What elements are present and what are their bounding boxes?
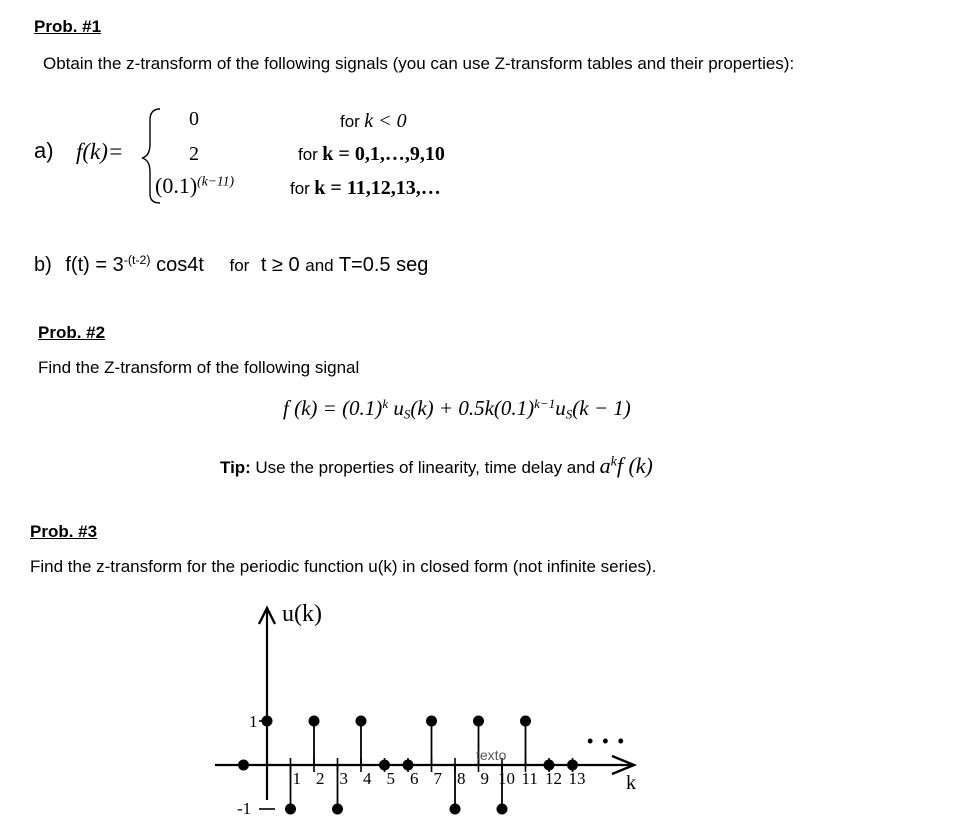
case3-cond: k = 11,12,13,… — [314, 177, 441, 199]
prob2-tip — [220, 453, 653, 479]
stem-marker-k11 — [520, 716, 531, 727]
x-tick-label-11: 11 — [521, 769, 538, 788]
eq-u1: u — [393, 396, 404, 420]
tip-label: Tip: — [220, 458, 251, 477]
stem-marker-k4 — [356, 716, 367, 727]
case2-condition — [298, 143, 445, 166]
case2-cond: k = 0,1,…,9,10 — [322, 143, 445, 165]
tip-k: k — [610, 454, 617, 470]
x-tick-label-13: 13 — [568, 769, 586, 788]
tip-text: Use the properties of linearity, time delay and — [255, 458, 596, 477]
stray-text-label: texto — [476, 747, 507, 763]
part-b-expr-tail: cos4t — [156, 254, 204, 276]
stem-marker-k9 — [473, 716, 484, 727]
stem-marker-k3 — [332, 804, 343, 815]
stem-marker-k1 — [285, 804, 296, 815]
part-b-and: and — [305, 256, 334, 275]
stem-marker-k8 — [450, 804, 461, 815]
case1-for: for — [340, 112, 360, 131]
x-tick-label-6: 6 — [410, 769, 419, 788]
eq-mid: (k) + 0.5k(0.1) — [410, 396, 535, 420]
x-axis-label: k — [626, 772, 636, 794]
part-a-lhs: f(k)= — [76, 139, 124, 164]
stem-marker-k10 — [497, 804, 508, 815]
plot-title: u(k) — [282, 601, 322, 627]
eq-u2: u — [555, 396, 566, 420]
x-tick-label-7: 7 — [433, 769, 442, 788]
x-tick-label-1: 1 — [292, 769, 301, 788]
prob1-instruction: Obtain the z-transform of the following signals (you can use Z-transform tables and their properties): — [43, 54, 795, 73]
eq-s1: S — [403, 406, 411, 422]
y-tick-label-neg1: -1 — [237, 799, 252, 818]
part-b-for: for — [229, 256, 250, 275]
y-tick-label-1: 1 — [249, 712, 258, 731]
part-b-t-cond: t ≥ 0 — [260, 254, 300, 276]
case2-for: for — [298, 145, 318, 164]
x-tick-label-2: 2 — [316, 769, 325, 788]
x-tick-label-9: 9 — [480, 769, 489, 788]
x-tick-label-3: 3 — [339, 769, 348, 788]
tip-a: a — [599, 453, 611, 478]
x-tick-label-8: 8 — [457, 769, 466, 788]
x-tick-label-4: 4 — [363, 769, 372, 788]
eq-exp2: k−1 — [534, 395, 556, 411]
x-tick-label-5: 5 — [386, 769, 395, 788]
prob2-heading: Prob. #2 — [38, 323, 106, 342]
part-b-T-cond: T=0.5 seg — [338, 254, 429, 276]
stem-marker-k0 — [262, 716, 273, 727]
part-b-expr-exponent: -(t-2) — [123, 253, 151, 268]
case3-condition — [290, 177, 441, 200]
eq-s2: S — [565, 406, 573, 422]
case1-condition — [340, 110, 407, 133]
part-a-label: a) — [34, 138, 54, 163]
uk-stem-plot — [0, 590, 975, 834]
eq-exp1: k — [382, 395, 389, 411]
stem-marker-k-1 — [238, 760, 249, 771]
prob3-instruction: Find the z-transform for the periodic function u(k) in closed form (not infinite series). — [30, 557, 657, 576]
case3-exponent: (k−11) — [197, 173, 235, 189]
eq-end: (k − 1) — [572, 396, 631, 420]
prob1-part-b — [34, 254, 428, 277]
prob1-heading: Prob. #1 — [34, 17, 102, 36]
case3-value — [155, 173, 234, 199]
case1-cond: k < 0 — [364, 110, 407, 132]
part-b-expr-base: f(t) = 3 — [65, 254, 124, 276]
prob3-heading: Prob. #3 — [30, 522, 98, 541]
part-b-label: b) — [34, 254, 52, 276]
case3-base: (0.1) — [155, 173, 198, 198]
stem-marker-k7 — [426, 716, 437, 727]
prob2-equation — [283, 396, 631, 421]
tip-f: f (k) — [616, 453, 653, 478]
continuation-dots: • • • — [587, 731, 626, 751]
stem-marker-k2 — [309, 716, 320, 727]
case2-value: 2 — [189, 143, 199, 165]
x-tick-label-12: 12 — [545, 769, 562, 788]
eq-lhs: f (k) = (0.1) — [283, 396, 383, 420]
prob2-instruction: Find the Z-transform of the following signal — [38, 358, 360, 377]
case1-value: 0 — [189, 108, 199, 130]
x-tick-label-10: 10 — [498, 769, 515, 788]
case3-for: for — [290, 179, 310, 198]
